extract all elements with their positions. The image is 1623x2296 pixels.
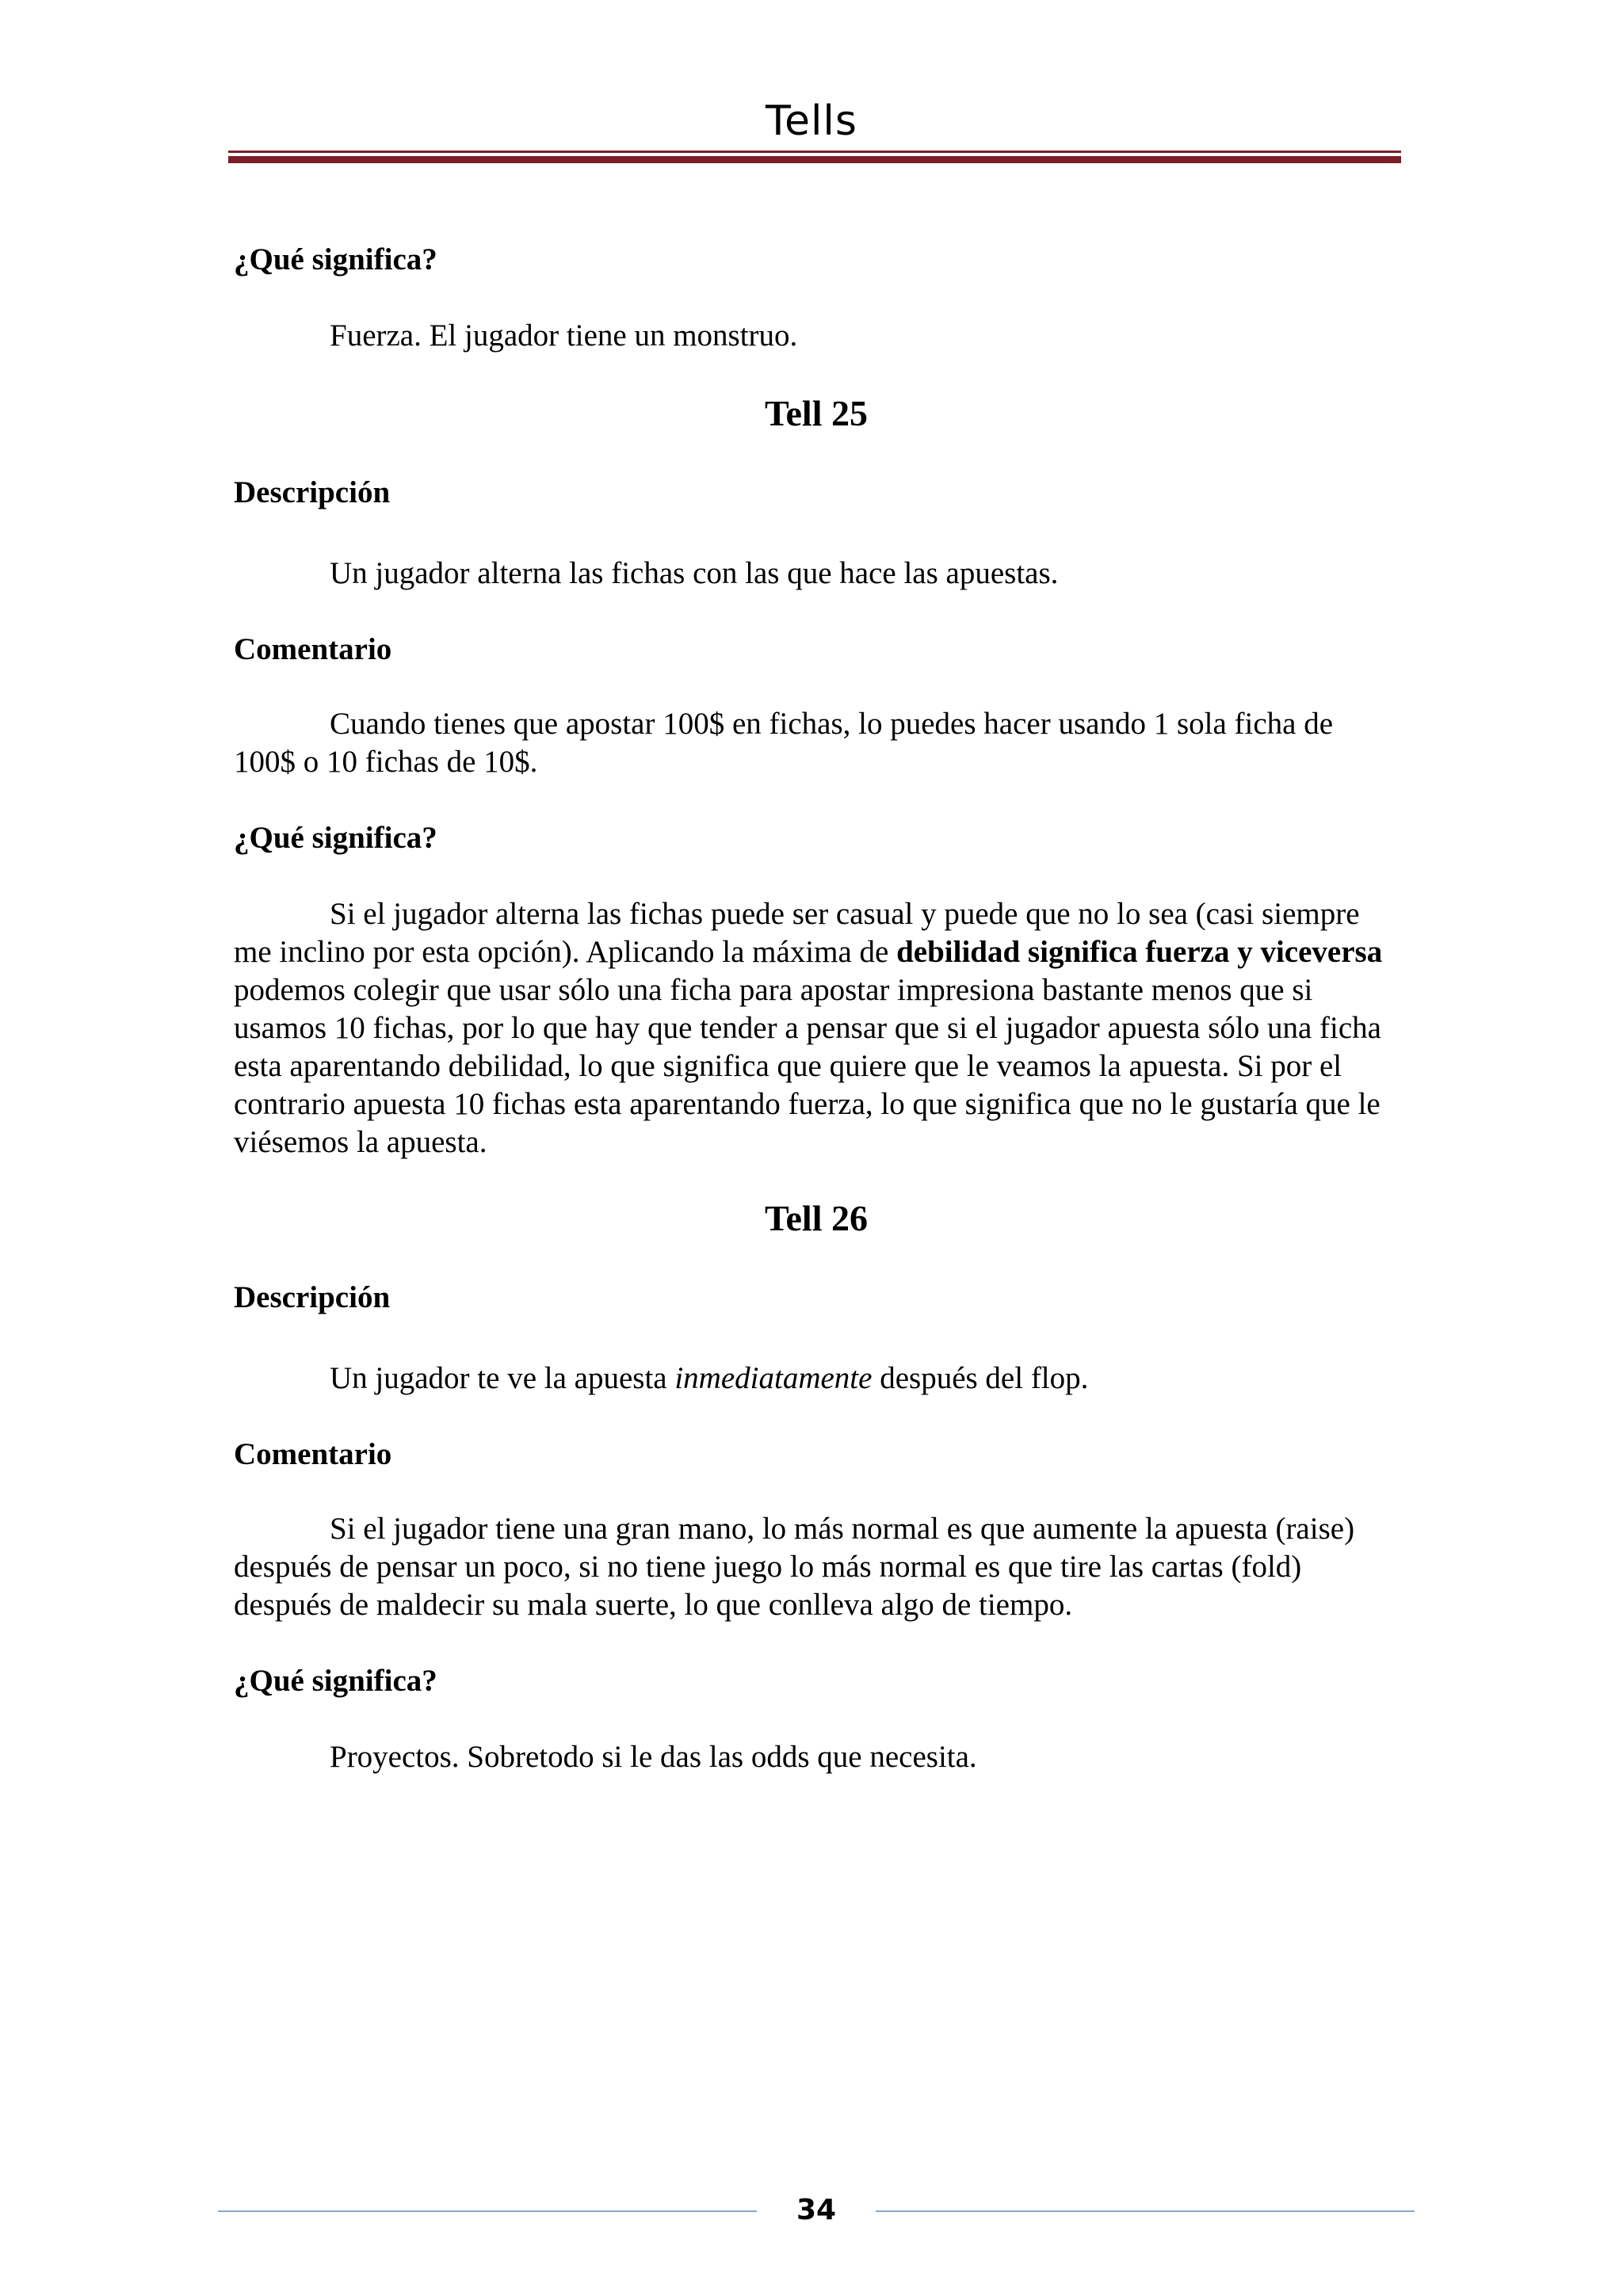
footer-rule-left bbox=[218, 2210, 757, 2212]
intro-meaning-text: Fuerza. El jugador tiene un monstruo. bbox=[330, 318, 798, 353]
header-rule-thick bbox=[228, 156, 1401, 163]
tell-26-description-label: Descripción bbox=[234, 1280, 391, 1314]
tell-25-meaning-label: ¿Qué significa? bbox=[234, 821, 437, 855]
tell-25-description-label: Descripción bbox=[234, 475, 391, 509]
header-rule-thin bbox=[228, 151, 1401, 153]
tell-26-description-text-start: Un jugador te ve la apuesta bbox=[330, 1361, 675, 1395]
tell-25-meaning-text-end: podemos colegir que usar sólo una ficha para apostar impresiona bastante menos que si usamos 10 fichas, por lo que hay que tender a pensar que si el jugador apuesta sólo una ficha esta aparentando debilidad, lo que significa que quiere que le veamos la apuesta. Si por el contrario apuesta 10 fichas esta aparentando fuerza, lo que significa que no le gustaría que le viésemos la apuesta. bbox=[234, 973, 1381, 1159]
tell-26-description-italic: inmediatamente bbox=[674, 1361, 873, 1395]
tell-25-description-text: Un jugador alterna las fichas con las que hace las apuestas. bbox=[330, 556, 1059, 590]
tell-25-comment-text: Cuando tienes que apostar 100$ en fichas, lo puedes hacer usando 1 sola ficha de 100$ o 10 fichas de 10$. bbox=[234, 707, 1334, 779]
tell-26-comment-text: Si el jugador tiene una gran mano, lo más normal es que aumente la apuesta (raise) después de pensar un poco, si no tiene juego lo más normal es que tire las cartas (fold) después de maldecir su mala suerte, lo que conlleva algo de tiempo. bbox=[234, 1512, 1355, 1622]
tell-26-comment-label: Comentario bbox=[234, 1437, 392, 1471]
page-number: 34 bbox=[796, 2194, 837, 2226]
tell-26-heading: Tell 26 bbox=[765, 1198, 868, 1238]
footer-rule-right bbox=[876, 2210, 1415, 2212]
intro-meaning-label: ¿Qué significa? bbox=[234, 242, 437, 277]
tell-26-description-text-end: después del flop. bbox=[872, 1361, 1089, 1395]
running-header-title: Tells bbox=[766, 97, 857, 145]
tell-25-heading: Tell 25 bbox=[765, 393, 868, 433]
tell-25-meaning-text-start: Si el jugador alterna las fichas puede ser casual y puede que no lo sea (casi siempre me inclino por esta opción). Aplicando la máxima de bbox=[234, 897, 1360, 969]
tell-25-meaning-bold-maxim: debilidad significa fuerza y viceversa bbox=[896, 935, 1383, 969]
tell-26-meaning-label: ¿Qué significa? bbox=[234, 1664, 437, 1698]
tell-25-comment-label: Comentario bbox=[234, 632, 392, 666]
tell-26-meaning-text: Proyectos. Sobretodo si le das las odds que necesita. bbox=[330, 1740, 977, 1774]
tell-25-meaning-paragraph bbox=[234, 895, 1399, 1161]
tell-26-description-paragraph bbox=[234, 1360, 1399, 1398]
